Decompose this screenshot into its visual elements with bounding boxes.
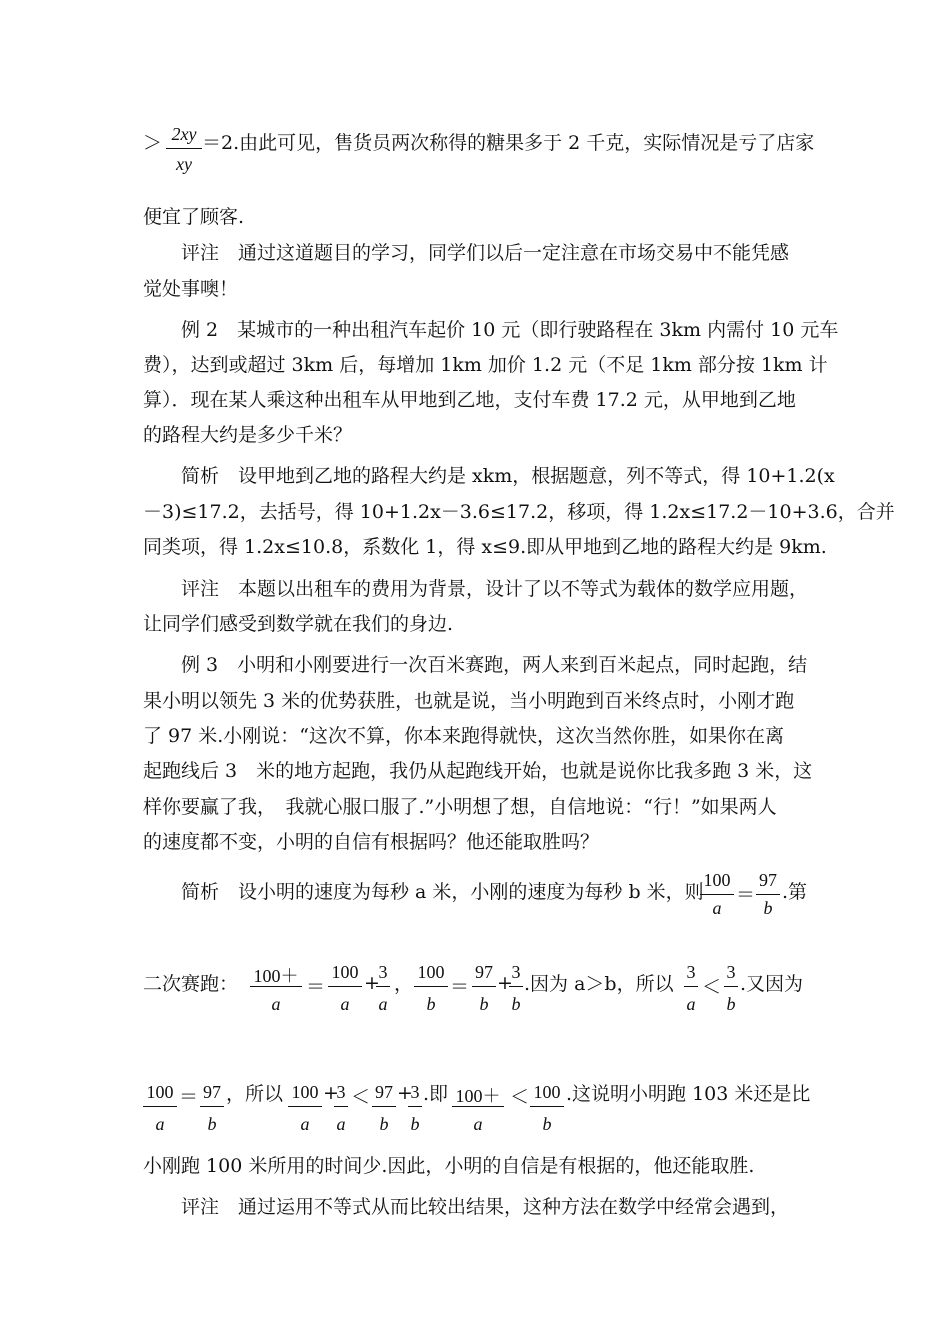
text-line: 评注 本题以出租车的费用为背景，设计了以不等式为载体的数学应用题， [143,578,809,600]
fraction-denominator: b [542,1114,552,1134]
fraction-bar [509,986,523,987]
fraction-97-over-b [756,870,780,920]
text-line: .又因为 [740,973,804,995]
fraction-3-over-a [684,962,698,1016]
text-line: 例 2 某城市的一种出租汽车起价 10 元（即行驶路程在 3km 内需付 10 元车 [143,319,839,341]
fraction-numerator: 3 [336,1082,346,1102]
fraction-100-over-b [530,1082,564,1136]
fraction-denominator: b [426,994,436,1014]
text-line: 了 97 米.小刚说：“这次不算，你本来跑得就快，这次当然你胜，如果你在离 [143,725,785,747]
fraction-numerator: 100 [291,1082,319,1102]
fraction-100-over-a [700,870,734,920]
fraction-numerator: 3 [686,962,696,982]
text-line: 样你要赢了我， 我就心服口服了.”小明想了想，自信地说：“行！”如果两人 [143,796,777,818]
fraction-numerator: 100 [703,870,731,890]
fraction-numerator: 97 [375,1082,393,1102]
fraction-bar [250,986,302,987]
fraction-bar [700,894,734,895]
fraction-numerator: 3 [410,1082,420,1102]
fraction-bar [724,986,738,987]
text-line: .第 [782,881,808,903]
fraction-numerator: 3 [511,962,521,982]
fraction-bar [452,1106,504,1107]
fraction-denominator: b [763,898,773,918]
text-line: 简析 设小明的速度为每秒 a 米，小刚的速度为每秒 b 米，则 [143,881,704,903]
text-line: 的速度都不变，小明的自信有根据吗？他还能取胜吗？ [143,831,600,853]
text-line: ， [394,973,414,995]
fraction-3-over-b [724,962,738,1016]
fraction-numerator: 100＋ [253,966,299,986]
fraction-100-over-a [143,1082,177,1136]
fraction-denominator: b [207,1114,217,1134]
fraction-denominator: a [473,1114,483,1134]
fraction-bar [376,986,390,987]
plus-sign: + [497,972,513,994]
fraction-denominator: a [155,1114,165,1134]
fraction-denominator: b [410,1114,420,1134]
text-line: 例 3 小明和小刚要进行一次百米赛跑，两人来到百米起点，同时起跑，结 [143,654,808,676]
fraction-numerator: 97 [759,870,777,890]
fraction-bar [143,1106,177,1107]
fraction-denominator: xy [176,154,192,174]
text-line: 评注 通过运用不等式从而比较出结果，这种方法在数学中经常会遇到， [143,1196,790,1218]
fraction-3-over-b [408,1082,422,1136]
less-than-sign: ＜ [510,1086,530,1108]
text-line: ＝2.由此可见，售货员两次称得的糖果多于 2 千克，实际情况是亏了店家 [202,132,815,154]
fraction-numerator: 3 [378,962,388,982]
fraction-bar [166,148,202,149]
plus-sign: + [323,1082,339,1104]
text-line: 果小明以领先 3 米的优势获胜，也就是说，当小明跑到百米终点时，小刚才跑 [143,690,795,712]
text-line: 费），达到或超过 3km 后，每增加 1km 加价 1.2 元（不足 1km 部分按 1km 计 [143,354,828,376]
text-line: 小刚跑 100 米所用的时间少.因此，小明的自信是有根据的，他还能取胜. [143,1155,755,1177]
fraction-bar [408,1106,422,1107]
fraction-denominator: a [340,994,350,1014]
fraction-numerator: 2xy [171,124,197,144]
fraction-denominator: b [511,994,521,1014]
less-than-sign: ＜ [702,976,722,998]
fraction-100plus-over-a [452,1082,504,1136]
fraction-denominator: a [271,994,281,1014]
fraction-denominator: a [378,994,388,1014]
text-line: 的路程大约是多少千米？ [143,424,353,446]
equals-sign: ＝ [306,976,326,998]
fraction-numerator: 3 [726,962,736,982]
text-line: ＞ [143,132,163,154]
text-line: 简析 设甲地到乙地的路程大约是 xkm，根据题意，列不等式，得 10+1.2(x [143,465,835,487]
fraction-97-over-b [372,1082,396,1136]
fraction-numerator: 97 [203,1082,221,1102]
fraction-bar [288,1106,322,1107]
fraction-100-over-a [328,962,362,1016]
less-than-sign: ＜ [351,1086,371,1108]
fraction-denominator: b [479,994,489,1014]
fraction-3-over-b [509,962,523,1016]
text-line: .即 [423,1083,449,1105]
text-line: 同类项，得 1.2x≤10.8，系数化 1，得 x≤9.即从甲地到乙地的路程大约是 9km. [143,536,827,558]
text-line: 觉处事噢！ [143,278,239,300]
equals-sign: ＝ [179,1086,199,1108]
text-line: 让同学们感受到数学就在我们的身边. [143,613,454,635]
fraction-bar [372,1106,396,1107]
fraction-3-over-a [334,1082,348,1136]
fraction-bar [200,1106,224,1107]
fraction-numerator: 97 [475,962,493,982]
fraction-denominator: a [686,994,696,1014]
fraction-denominator: a [300,1114,310,1134]
fraction-denominator: a [712,898,722,918]
fraction-bar [530,1106,564,1107]
text-line: 二次赛跑： [143,973,239,995]
text-line: 便宜了顾客. [143,206,245,228]
fraction-numerator: 100 [417,962,445,982]
equals-sign: ＝ [736,884,756,906]
plus-sign: + [364,972,380,994]
fraction-bar [756,894,780,895]
fraction-numerator: 100 [533,1082,561,1102]
fraction-100-over-b [414,962,448,1016]
plus-sign: + [397,1082,413,1104]
text-line: －3)≤17.2，去括号，得 10+1.2x－3.6≤17.2，移项，得 1.2x≤17.2－10+3.6，合并 [143,501,895,523]
fraction-bar [472,986,496,987]
fraction-denominator: a [336,1114,346,1134]
fraction-bar [328,986,362,987]
fraction-100-over-a [288,1082,322,1136]
fraction-denominator: b [726,994,736,1014]
fraction-numerator: 100 [331,962,359,982]
text-line: .因为 a＞b，所以 [524,973,674,995]
fraction-bar [334,1106,348,1107]
text-line: 评注 通过这道题目的学习，同学们以后一定注意在市场交易中不能凭感 [143,242,790,264]
fraction-2xy-over-xy [166,124,202,178]
fraction-97-over-b [472,962,496,1016]
fraction-numerator: 100 [146,1082,174,1102]
text-line: 算）．现在某人乘这种出租车从甲地到乙地，支付车费 17.2 元，从甲地到乙地 [143,389,796,411]
fraction-denominator: b [379,1114,389,1134]
fraction-bar [684,986,698,987]
text-line: ，所以 [226,1083,284,1105]
equals-sign: ＝ [450,976,470,998]
text-line: 起跑线后 3 米的地方起跑，我仍从起跑线开始，也就是说你比我多跑 3 米，这 [143,760,813,782]
fraction-100plus-over-a [250,962,302,1016]
fraction-bar [414,986,448,987]
fraction-97-over-b [200,1082,224,1136]
fraction-numerator: 100＋ [455,1086,501,1106]
text-line: .这说明小明跑 103 米还是比 [566,1083,811,1105]
fraction-3-over-a [376,962,390,1016]
